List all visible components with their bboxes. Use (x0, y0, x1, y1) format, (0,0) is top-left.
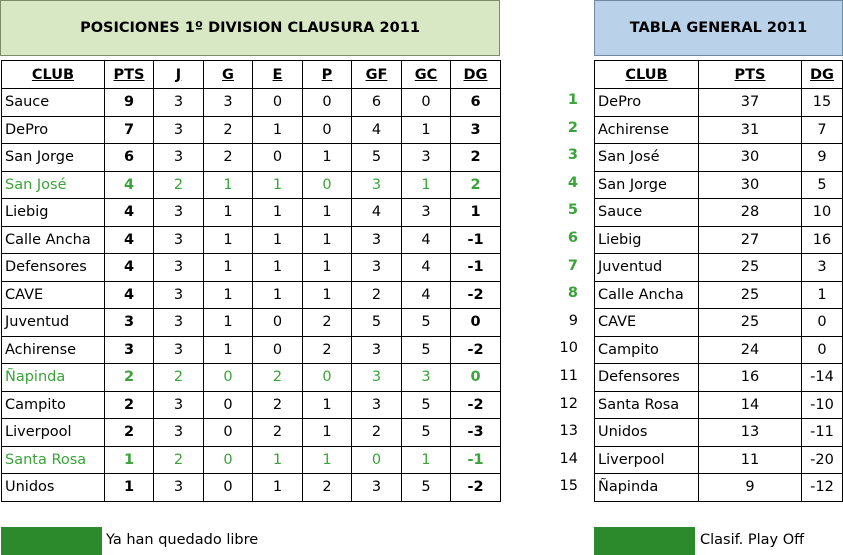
stat-e: 2 (253, 364, 303, 392)
stat-gc: 1 (402, 171, 451, 199)
stat-g: 1 (204, 281, 253, 309)
stat-dg: 3 (802, 254, 843, 282)
stat-j: 3 (154, 336, 204, 364)
stat-dg: 0 (802, 336, 843, 364)
clausura-row (2, 309, 501, 337)
stat-gf: 5 (352, 309, 402, 337)
club-name: Campito (2, 391, 105, 419)
rank-number: 1 (567, 92, 578, 108)
stat-dg: 7 (802, 116, 843, 144)
stat-p: 0 (303, 89, 352, 117)
club-name: Juventud (595, 254, 699, 282)
stat-gc: 3 (402, 199, 451, 227)
stat-pts: 25 (699, 254, 802, 282)
stat-e: 1 (253, 226, 303, 254)
stat-gc: 1 (402, 116, 451, 144)
playoff-legend-swatch (594, 527, 695, 555)
general-row (595, 171, 843, 199)
club-name: Liebig (595, 226, 699, 254)
general-table-title: TABLA GENERAL 2011 (594, 0, 843, 56)
general-row (595, 116, 843, 144)
stat-g: 3 (204, 89, 253, 117)
club-name: Campito (595, 336, 699, 364)
stat-dg: 15 (802, 89, 843, 117)
general-row (595, 89, 843, 117)
stat-gf: 4 (352, 116, 402, 144)
stat-gf: 4 (352, 199, 402, 227)
stat-p: 1 (303, 419, 352, 447)
stat-p: 2 (303, 309, 352, 337)
stat-gf: 3 (352, 364, 402, 392)
club-name: CAVE (2, 281, 105, 309)
stat-pts: 37 (699, 89, 802, 117)
club-name: Sauce (595, 199, 699, 227)
stat-dg: 3 (451, 116, 501, 144)
stat-j: 3 (154, 281, 204, 309)
rank-number: 2 (567, 119, 578, 136)
stat-e: 1 (253, 254, 303, 282)
general-row (595, 144, 843, 172)
stat-j: 2 (154, 171, 204, 199)
rank-number: 9 (568, 312, 578, 329)
stat-gc: 5 (402, 336, 451, 364)
clausura-row (2, 281, 501, 309)
stat-dg: -1 (451, 226, 501, 254)
stat-e: 1 (253, 474, 303, 502)
stat-dg: 2 (451, 144, 501, 172)
stat-dg: -12 (802, 474, 843, 502)
club-name: Santa Rosa (595, 391, 699, 419)
column-header: GC (402, 61, 451, 89)
stat-gf: 6 (352, 89, 402, 117)
stat-pts: 14 (699, 391, 802, 419)
column-header: DG (802, 61, 843, 89)
free-legend-label: Ya han quedado libre (106, 532, 259, 548)
stat-dg: -1 (451, 254, 501, 282)
general-row (595, 254, 843, 282)
rank-number: 8 (567, 285, 578, 302)
clausura-row (2, 446, 501, 474)
stat-e: 2 (253, 391, 303, 419)
stat-dg: -2 (451, 391, 501, 419)
stat-p: 0 (303, 364, 352, 392)
stat-p: 1 (303, 226, 352, 254)
playoff-legend-label: Clasif. Play Off (700, 532, 805, 548)
stat-e: 0 (253, 144, 303, 172)
club-name: Ñapinda (595, 474, 699, 502)
stat-gc: 4 (402, 226, 451, 254)
general-standings-table (594, 60, 843, 502)
stat-g: 0 (204, 446, 253, 474)
stat-pts: 7 (105, 116, 154, 144)
stat-gf: 3 (352, 254, 402, 282)
club-name: Achirense (595, 116, 699, 144)
stat-p: 1 (303, 281, 352, 309)
clausura-row (2, 116, 501, 144)
stat-j: 3 (154, 144, 204, 172)
column-header: J (154, 61, 204, 89)
stat-j: 3 (154, 309, 204, 337)
stat-j: 3 (154, 474, 204, 502)
stat-e: 0 (253, 309, 303, 337)
stat-g: 1 (204, 254, 253, 282)
stat-gf: 3 (352, 391, 402, 419)
stat-dg: -2 (451, 281, 501, 309)
stat-pts: 30 (699, 171, 802, 199)
rank-number: 7 (567, 257, 578, 274)
stat-g: 1 (204, 199, 253, 227)
club-name: Liverpool (2, 419, 105, 447)
stat-gf: 0 (352, 446, 402, 474)
general-row (595, 446, 843, 474)
free-legend-swatch (1, 527, 102, 555)
stat-g: 0 (204, 419, 253, 447)
stat-dg: -2 (451, 474, 501, 502)
stat-gf: 2 (352, 419, 402, 447)
general-row (595, 199, 843, 227)
stat-gf: 3 (352, 171, 402, 199)
club-name: Calle Ancha (2, 226, 105, 254)
stat-p: 0 (303, 171, 352, 199)
stat-gc: 5 (402, 309, 451, 337)
general-row (595, 391, 843, 419)
stat-dg: 0 (451, 309, 501, 337)
stat-j: 3 (154, 226, 204, 254)
stat-gc: 5 (402, 391, 451, 419)
rank-number: 15 (559, 478, 578, 495)
stat-pts: 9 (699, 474, 802, 502)
stat-pts: 4 (105, 199, 154, 227)
stat-p: 1 (303, 144, 352, 172)
stat-pts: 4 (105, 254, 154, 282)
stat-pts: 4 (105, 281, 154, 309)
stat-gc: 3 (402, 364, 451, 392)
clausura-row (2, 199, 501, 227)
general-row (595, 226, 843, 254)
stat-dg: 5 (802, 171, 843, 199)
stat-pts: 3 (105, 336, 154, 364)
stat-dg: 0 (802, 309, 843, 337)
clausura-row (2, 336, 501, 364)
column-header: PTS (699, 61, 802, 89)
stat-gf: 3 (352, 226, 402, 254)
clausura-title: POSICIONES 1º DIVISION CLAUSURA 2011 (0, 0, 500, 56)
stat-p: 1 (303, 446, 352, 474)
stat-pts: 9 (105, 89, 154, 117)
stat-pts: 4 (105, 226, 154, 254)
stat-e: 1 (253, 171, 303, 199)
clausura-row (2, 226, 501, 254)
club-name: Unidos (595, 419, 699, 447)
stat-g: 1 (204, 171, 253, 199)
stat-e: 1 (253, 116, 303, 144)
stat-pts: 2 (105, 391, 154, 419)
stat-pts: 1 (105, 446, 154, 474)
stat-g: 2 (204, 144, 253, 172)
stat-pts: 11 (699, 446, 802, 474)
stat-dg: -11 (802, 419, 843, 447)
stat-dg: -2 (451, 336, 501, 364)
stat-gc: 3 (402, 144, 451, 172)
stat-gf: 3 (352, 474, 402, 502)
general-row (595, 281, 843, 309)
club-name: Achirense (2, 336, 105, 364)
stat-dg: -20 (802, 446, 843, 474)
column-header: CLUB (595, 61, 699, 89)
general-row (595, 364, 843, 392)
stat-gf: 2 (352, 281, 402, 309)
stat-pts: 30 (699, 144, 802, 172)
stat-gc: 5 (402, 474, 451, 502)
stat-j: 3 (154, 199, 204, 227)
column-header: GF (352, 61, 402, 89)
stat-p: 1 (303, 254, 352, 282)
stat-p: 0 (303, 116, 352, 144)
stat-dg: 16 (802, 226, 843, 254)
stat-dg: 1 (451, 199, 501, 227)
stat-e: 1 (253, 281, 303, 309)
clausura-standings-table (1, 60, 501, 502)
stat-e: 0 (253, 336, 303, 364)
rank-number: 11 (559, 367, 578, 384)
club-name: San José (2, 171, 105, 199)
clausura-row (2, 89, 501, 117)
stat-pts: 3 (105, 309, 154, 337)
stat-dg: 0 (451, 364, 501, 392)
stat-dg: -1 (451, 446, 501, 474)
rank-number: 13 (559, 423, 578, 440)
rank-number: 10 (559, 340, 578, 357)
stat-dg: -14 (802, 364, 843, 392)
stat-p: 2 (303, 474, 352, 502)
stat-g: 0 (204, 391, 253, 419)
stat-pts: 24 (699, 336, 802, 364)
club-name: Santa Rosa (2, 446, 105, 474)
stat-dg: 1 (802, 281, 843, 309)
stat-pts: 1 (105, 474, 154, 502)
clausura-row (2, 254, 501, 282)
stat-g: 1 (204, 226, 253, 254)
clausura-row (2, 171, 501, 199)
stat-pts: 27 (699, 226, 802, 254)
clausura-row (2, 144, 501, 172)
stat-dg: 10 (802, 199, 843, 227)
stat-dg: 2 (451, 171, 501, 199)
club-name: Juventud (2, 309, 105, 337)
stat-pts: 2 (105, 419, 154, 447)
stat-j: 2 (154, 446, 204, 474)
club-name: Sauce (2, 89, 105, 117)
stat-gc: 4 (402, 281, 451, 309)
stat-j: 3 (154, 89, 204, 117)
column-header: PTS (105, 61, 154, 89)
column-header: CLUB (2, 61, 105, 89)
rank-number: 4 (567, 174, 578, 191)
stat-pts: 25 (699, 281, 802, 309)
column-header: P (303, 61, 352, 89)
column-header: G (204, 61, 253, 89)
stat-j: 3 (154, 419, 204, 447)
club-name: Calle Ancha (595, 281, 699, 309)
stat-e: 1 (253, 446, 303, 474)
rank-number: 12 (559, 395, 578, 412)
stat-gf: 5 (352, 144, 402, 172)
stat-pts: 31 (699, 116, 802, 144)
club-name: DePro (595, 89, 699, 117)
general-row (595, 309, 843, 337)
stat-j: 3 (154, 391, 204, 419)
stat-j: 2 (154, 364, 204, 392)
general-rank-column (548, 87, 594, 501)
stat-j: 3 (154, 254, 204, 282)
rank-number: 6 (567, 229, 578, 246)
club-name: San Jorge (2, 144, 105, 172)
stat-g: 1 (204, 309, 253, 337)
stat-pts: 16 (699, 364, 802, 392)
stat-dg: 6 (451, 89, 501, 117)
stat-pts: 6 (105, 144, 154, 172)
stat-gc: 0 (402, 89, 451, 117)
stat-pts: 2 (105, 364, 154, 392)
club-name: Unidos (2, 474, 105, 502)
rank-number: 5 (567, 202, 578, 219)
stat-dg: -3 (451, 419, 501, 447)
general-row (595, 419, 843, 447)
stat-e: 0 (253, 89, 303, 117)
stat-gc: 5 (402, 419, 451, 447)
stat-gc: 4 (402, 254, 451, 282)
stat-pts: 13 (699, 419, 802, 447)
stat-g: 0 (204, 364, 253, 392)
stat-p: 1 (303, 199, 352, 227)
clausura-row (2, 364, 501, 392)
club-name: DePro (2, 116, 105, 144)
stat-e: 2 (253, 419, 303, 447)
club-name: San José (595, 144, 699, 172)
stat-pts: 28 (699, 199, 802, 227)
column-header: E (253, 61, 303, 89)
club-name: Liverpool (595, 446, 699, 474)
stat-j: 3 (154, 116, 204, 144)
stat-dg: 9 (802, 144, 843, 172)
clausura-header-row (2, 61, 501, 89)
clausura-row (2, 474, 501, 502)
column-header: DG (451, 61, 501, 89)
general-row (595, 336, 843, 364)
general-row (595, 474, 843, 502)
stat-dg: -10 (802, 391, 843, 419)
clausura-row (2, 419, 501, 447)
stat-p: 2 (303, 336, 352, 364)
club-name: CAVE (595, 309, 699, 337)
club-name: Defensores (595, 364, 699, 392)
general-header-row (595, 61, 843, 89)
stat-g: 2 (204, 116, 253, 144)
rank-number: 14 (559, 450, 578, 467)
stat-e: 1 (253, 199, 303, 227)
stat-g: 0 (204, 474, 253, 502)
club-name: Defensores (2, 254, 105, 282)
club-name: Ñapinda (2, 364, 105, 392)
stat-gc: 1 (402, 446, 451, 474)
club-name: Liebig (2, 199, 105, 227)
stat-gf: 3 (352, 336, 402, 364)
stat-pts: 4 (105, 171, 154, 199)
stat-g: 1 (204, 336, 253, 364)
clausura-row (2, 391, 501, 419)
stat-pts: 25 (699, 309, 802, 337)
stat-p: 1 (303, 391, 352, 419)
club-name: San Jorge (595, 171, 699, 199)
rank-number: 3 (567, 147, 578, 164)
